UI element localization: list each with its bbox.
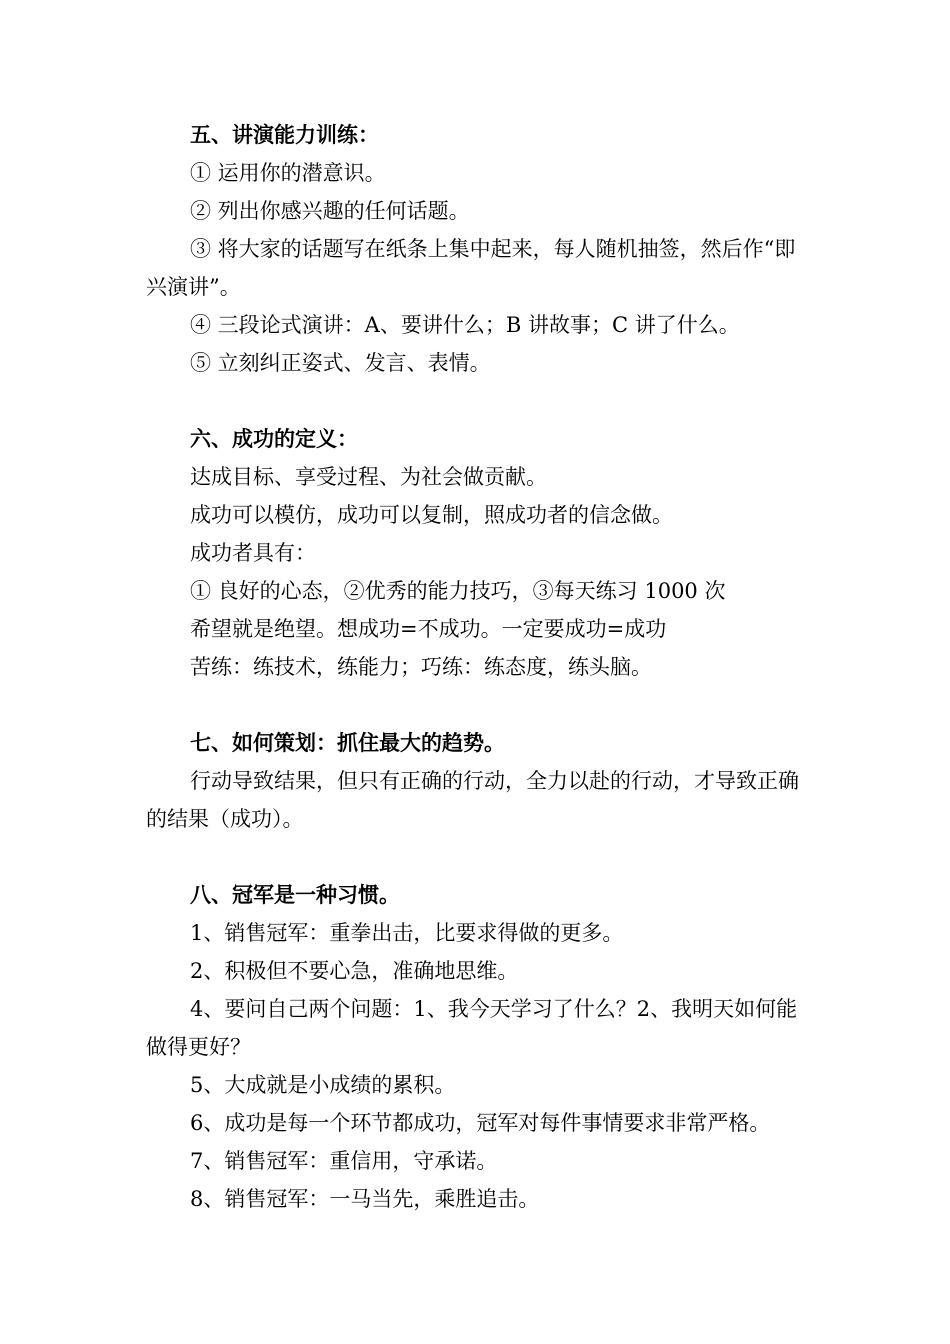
section-8-item-1: 1、销售冠军：重拳出击，比要求得做的更多。 (190, 921, 624, 945)
section-5-item-1: ① 运用你的潜意识。 (190, 161, 386, 185)
section-5-item-4: ④ 三段论式演讲：A、要讲什么；B 讲故事；C 讲了什么。 (190, 313, 740, 337)
section-spacer (146, 838, 806, 876)
section-6-item-3: 成功者具有： (190, 541, 316, 565)
section-8-item-5: 6、成功是每一个环节都成功，冠军对每件事情要求非常严格。 (190, 1111, 771, 1135)
section-8-item-6: 7、销售冠军：重信用，守承诺。 (190, 1149, 498, 1173)
section-spacer (146, 382, 806, 420)
section-8-item-3: 4、要问自己两个问题：1、我今天学习了什么？2、我明天如何能做得更好？ (146, 997, 798, 1059)
section-8-item-2: 2、积极但不要心急，准确地思维。 (190, 959, 519, 983)
section-5-item-5: ⑤ 立刻纠正姿式、发言、表情。 (190, 351, 491, 375)
section-6-item-6: 苦练：练技术，练能力；巧练：练态度，练头脑。 (190, 655, 652, 679)
section-8-item-4: 5、大成就是小成绩的累积。 (190, 1073, 456, 1097)
document-page (146, 116, 806, 1218)
section-5-item-2: ② 列出你感兴趣的任何话题。 (190, 199, 470, 223)
section-8-item-7: 8、销售冠军：一马当先，乘胜追击。 (190, 1187, 540, 1211)
section-6-item-4: ① 良好的心态，②优秀的能力技巧，③每天练习 1000 次 (190, 579, 726, 603)
section-7-item-1: 行动导致结果，但只有正确的行动，全力以赴的行动，才导致正确的结果（成功）。 (146, 769, 799, 831)
section-5-item-3: ③ 将大家的话题写在纸条上集中起来，每人随机抽签，然后作“即兴演讲”。 (146, 237, 796, 299)
section-6-heading: 六、成功的定义： (190, 427, 358, 451)
section-6-item-2: 成功可以模仿，成功可以复制，照成功者的信念做。 (190, 503, 673, 527)
section-8-heading: 八、冠军是一种习惯。 (190, 883, 400, 907)
section-6-item-1: 达成目标、享受过程、为社会做贡献。 (190, 465, 547, 489)
section-5-heading: 五、讲演能力训练： (190, 123, 379, 147)
section-7-heading: 七、如何策划：抓住最大的趋势。 (190, 731, 505, 755)
section-6-item-5: 希望就是绝望。想成功=不成功。一定要成功=成功 (190, 617, 667, 641)
section-spacer (146, 686, 806, 724)
